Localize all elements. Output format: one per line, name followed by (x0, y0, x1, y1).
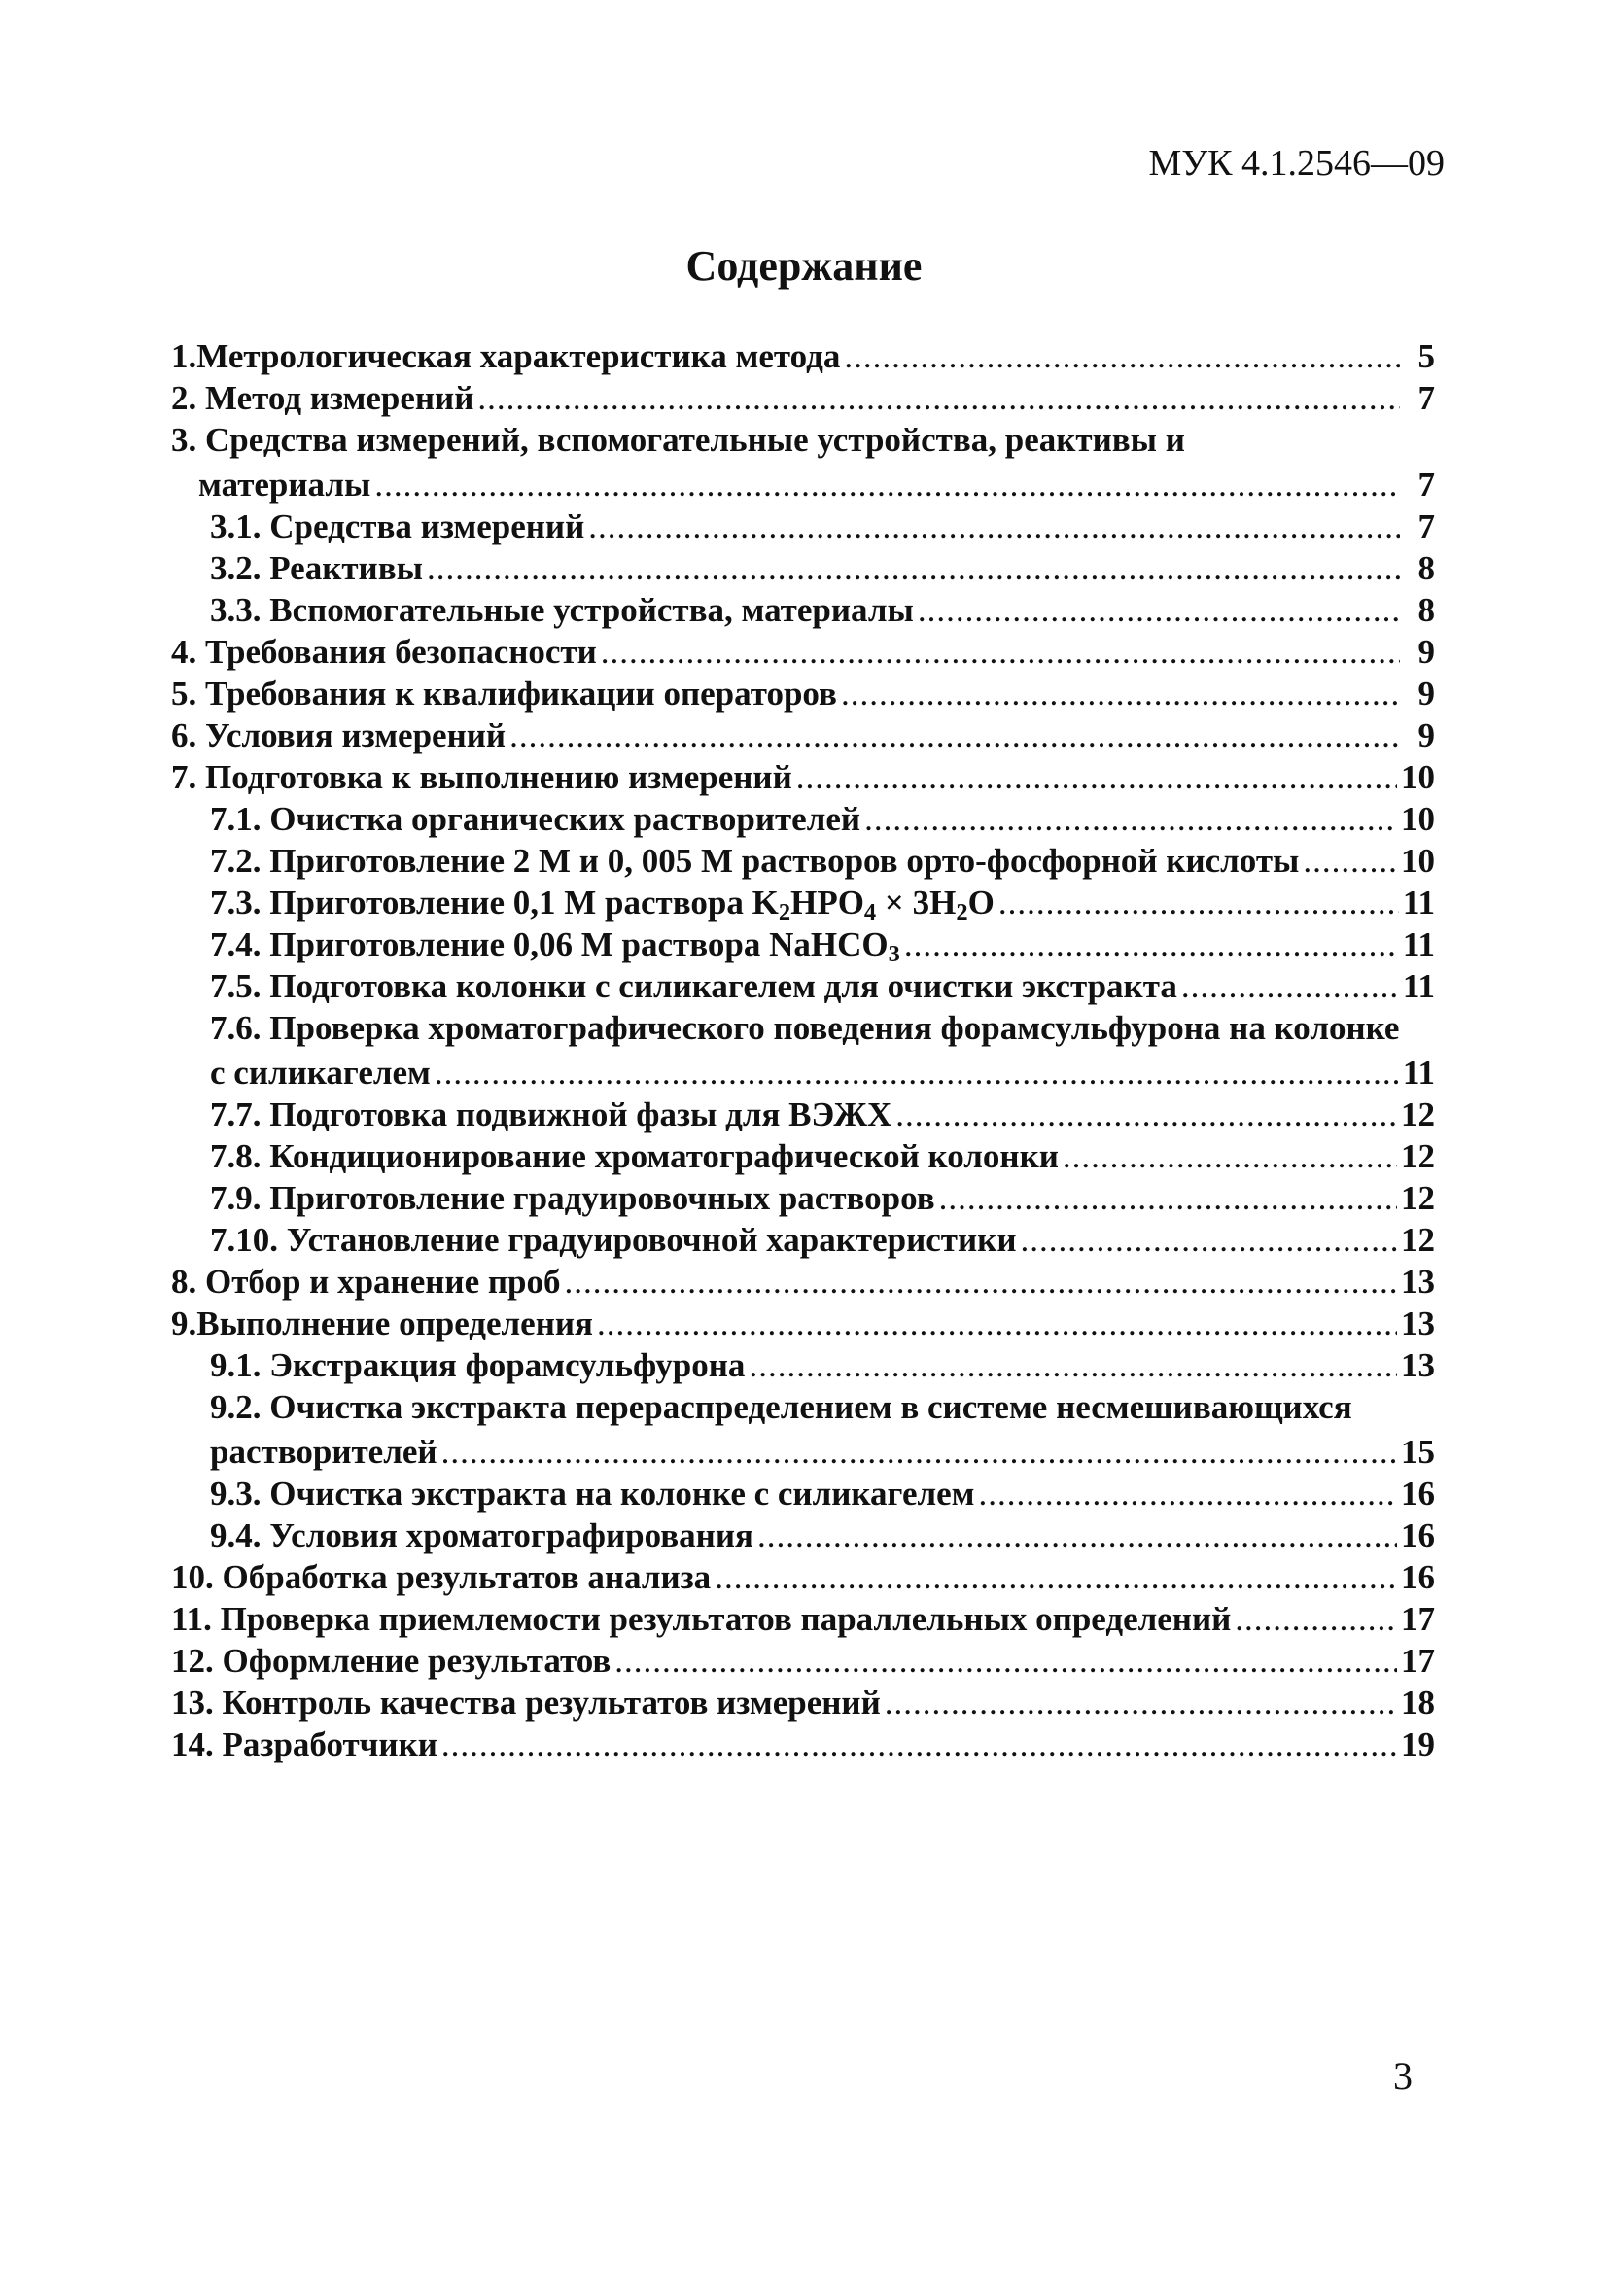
dot-leader (441, 1723, 1397, 1765)
toc-entry (171, 505, 1435, 547)
toc-entry-title: 9.Выполнение определения (171, 1305, 593, 1342)
toc-entry-title: 8. Отбор и хранение проб (171, 1263, 561, 1301)
toc-entry-page: 18 (1401, 1684, 1435, 1722)
toc-entry (171, 714, 1435, 756)
toc-entry-page: 12 (1401, 1179, 1435, 1217)
toc-entry (171, 419, 1435, 505)
toc-entry-page: 15 (1401, 1433, 1435, 1471)
toc-entry-title: 9.3. Очистка экстракта на колонке с силикагелем (210, 1475, 975, 1513)
toc-entry (171, 1723, 1435, 1765)
toc-entry (171, 1094, 1435, 1135)
toc-entry (171, 1514, 1435, 1556)
toc-entry-title: 14. Разработчики (171, 1725, 437, 1763)
toc-entry-page: 11 (1402, 884, 1435, 922)
dot-leader (918, 589, 1400, 631)
toc-entry-title: 9.4. Условия хроматографирования (210, 1516, 753, 1554)
dot-leader (1303, 840, 1397, 882)
toc-entry-title: 3.2. Реактивы (210, 549, 423, 587)
toc-entry-page: 7 (1417, 379, 1435, 417)
toc-entry-title: 10. Обработка результатов анализа (171, 1558, 712, 1596)
toc-entry-title: 2. Метод измерений (171, 379, 474, 417)
toc-entry-page: 13 (1401, 1305, 1435, 1342)
document-code: МУК 4.1.2546—09 (1148, 143, 1445, 184)
formula-subscript: 2 (778, 899, 791, 926)
toc-entry (171, 840, 1435, 882)
toc-entry-title: 7.5. Подготовка колонки с силикагелем для очистки экстракта (210, 967, 1177, 1005)
toc-entry-page: 11 (1402, 967, 1435, 1005)
toc-entry-title: 7.10. Установление градуировочной характеристики (210, 1221, 1017, 1259)
dot-leader (998, 882, 1399, 923)
toc-entry (171, 1640, 1435, 1682)
toc-entry-page: 10 (1401, 800, 1435, 838)
toc-entry (171, 377, 1435, 419)
dot-leader (374, 464, 1400, 505)
dot-leader (435, 1052, 1399, 1094)
toc-entry-page: 16 (1401, 1558, 1435, 1596)
toc-entry (171, 1219, 1435, 1261)
dot-leader (757, 1514, 1397, 1556)
toc-entry-page: 11 (1402, 925, 1435, 963)
dot-leader (477, 377, 1400, 419)
toc-entry-page: 16 (1401, 1475, 1435, 1513)
toc-entry-page: 7 (1417, 466, 1435, 504)
dot-leader (895, 1094, 1397, 1135)
toc-entry-title: 9.2. Очистка экстракта перераспределением в системе несмешивающихся (210, 1388, 1352, 1426)
toc-entry-title: 9.1. Экстракция форамсульфурона (210, 1346, 746, 1384)
dot-leader (904, 923, 1399, 965)
toc-entry (171, 673, 1435, 714)
dot-leader (588, 505, 1400, 547)
dot-leader (1181, 965, 1399, 1007)
dot-leader (864, 798, 1397, 840)
toc-entry (171, 1344, 1435, 1386)
toc-entry-page: 8 (1417, 549, 1435, 587)
toc-entry-title: 13. Контроль качества результатов измерений (171, 1684, 881, 1722)
toc-entry (171, 1135, 1435, 1177)
toc-entry (171, 1386, 1435, 1473)
toc-entry-page: 9 (1417, 675, 1435, 713)
formula-subscript: 4 (863, 899, 877, 926)
toc-entry-page: 5 (1417, 337, 1435, 375)
dot-leader (939, 1177, 1397, 1219)
toc-entry-page: 10 (1401, 842, 1435, 880)
toc-entry-page: 10 (1401, 758, 1435, 796)
toc-entry-title: 7.7. Подготовка подвижной фазы для ВЭЖХ (210, 1096, 892, 1133)
toc-entry (171, 547, 1435, 589)
dot-leader (565, 1261, 1397, 1303)
toc-entry-page: 17 (1401, 1600, 1435, 1638)
toc-entry-page: 9 (1417, 716, 1435, 754)
toc-entry-page: 7 (1417, 507, 1435, 545)
dot-leader (441, 1431, 1397, 1473)
toc-entry-title-continued: растворителей (210, 1433, 437, 1471)
toc-entry-title-continued: материалы (198, 466, 371, 504)
dot-leader (715, 1556, 1397, 1598)
toc-entry-page: 13 (1401, 1346, 1435, 1384)
toc-entry-title: 7.9. Приготовление градуировочных растворов (210, 1179, 935, 1217)
dot-leader (614, 1640, 1397, 1682)
toc-entry-title: 6. Условия измерений (171, 716, 507, 754)
toc-entry-title-part: O (967, 884, 995, 922)
toc-entry-page: 12 (1401, 1096, 1435, 1133)
toc-entry-title: 12. Оформление результатов (171, 1642, 612, 1680)
toc-entry-page: 9 (1417, 633, 1435, 671)
dot-leader (601, 631, 1400, 673)
toc-entry-title (210, 923, 900, 968)
toc-entry (171, 756, 1435, 798)
toc-entry (171, 965, 1435, 1007)
dot-leader (427, 547, 1400, 589)
dot-leader (1235, 1598, 1397, 1640)
toc-entry (171, 1303, 1435, 1344)
toc-entry-title: 3. Средства измерений, вспомогательные устройства, реактивы и (171, 421, 1185, 459)
toc-entry-title: 5. Требования к квалификации операторов (171, 675, 837, 713)
toc-entry (171, 631, 1435, 673)
dot-leader (749, 1344, 1397, 1386)
toc-entry-title: 7.2. Приготовление 2 М и 0, 005 М растворов орто-фосфорной кислоты (210, 842, 1300, 880)
toc-entry (171, 1682, 1435, 1723)
dot-leader (841, 673, 1400, 714)
dot-leader (979, 1473, 1397, 1514)
toc-entry (171, 798, 1435, 840)
formula-subscript: 3 (888, 941, 900, 968)
toc-entry-page: 16 (1401, 1516, 1435, 1554)
toc-entry-page: 13 (1401, 1263, 1435, 1301)
toc-entry-title-part: HPO (790, 884, 864, 922)
toc-entry-title: 7. Подготовка к выполнению измерений (171, 758, 792, 796)
toc-entry-page: 19 (1401, 1725, 1435, 1763)
toc-entry-title: 7.8. Кондиционирование хроматографической колонки (210, 1137, 1059, 1175)
toc-entry-title: 7.1. Очистка органических растворителей (210, 800, 861, 838)
toc-entry-page: 17 (1401, 1642, 1435, 1680)
toc-entry (171, 923, 1435, 968)
toc-entry-title: 4. Требования безопасности (171, 633, 597, 671)
toc-entry-page: 11 (1402, 1054, 1435, 1092)
toc-entry-title-part: × 3H (876, 884, 957, 922)
toc-entry-title-continued: с силикагелем (210, 1054, 431, 1092)
dot-leader (844, 335, 1400, 377)
toc-entry (171, 1556, 1435, 1598)
dot-leader (796, 756, 1397, 798)
toc-entry (171, 882, 1435, 926)
toc-entry-title: 3.1. Средства измерений (210, 507, 585, 545)
page-number: 3 (1393, 2054, 1413, 2098)
toc-title: Содержание (685, 242, 923, 290)
toc-entry-page: 12 (1401, 1137, 1435, 1175)
toc-entry (171, 1473, 1435, 1514)
toc-entry-title: 11. Проверка приемлемости результатов параллельных определений (171, 1600, 1232, 1638)
toc-entry (171, 335, 1435, 377)
dot-leader (509, 714, 1400, 756)
toc-entry-title-part: 7.4. Приготовление 0,06 М раствора NaHCO (210, 925, 889, 963)
toc-entry (171, 1177, 1435, 1219)
dot-leader (1063, 1135, 1397, 1177)
toc-entry-title: 3.3. Вспомогательные устройства, материалы (210, 591, 914, 629)
toc-entry-title: 1.Метрологическая характеристика метода (171, 337, 841, 375)
toc-entry (171, 589, 1435, 631)
toc-entry-page: 12 (1401, 1221, 1435, 1259)
dot-leader (885, 1682, 1397, 1723)
dot-leader (597, 1303, 1397, 1344)
toc-entry-page: 8 (1417, 591, 1435, 629)
table-of-contents (171, 335, 1435, 1765)
dot-leader (1021, 1219, 1398, 1261)
toc-entry (171, 1007, 1435, 1094)
toc-entry-title: 7.6. Проверка хроматографического поведения форамсульфурона на колонке (210, 1009, 1400, 1047)
toc-entry-title-part: 7.3. Приготовление 0,1 М раствора K (210, 884, 779, 922)
formula-subscript: 2 (956, 899, 968, 926)
toc-entry-title (210, 882, 995, 926)
toc-entry (171, 1261, 1435, 1303)
toc-entry (171, 1598, 1435, 1640)
